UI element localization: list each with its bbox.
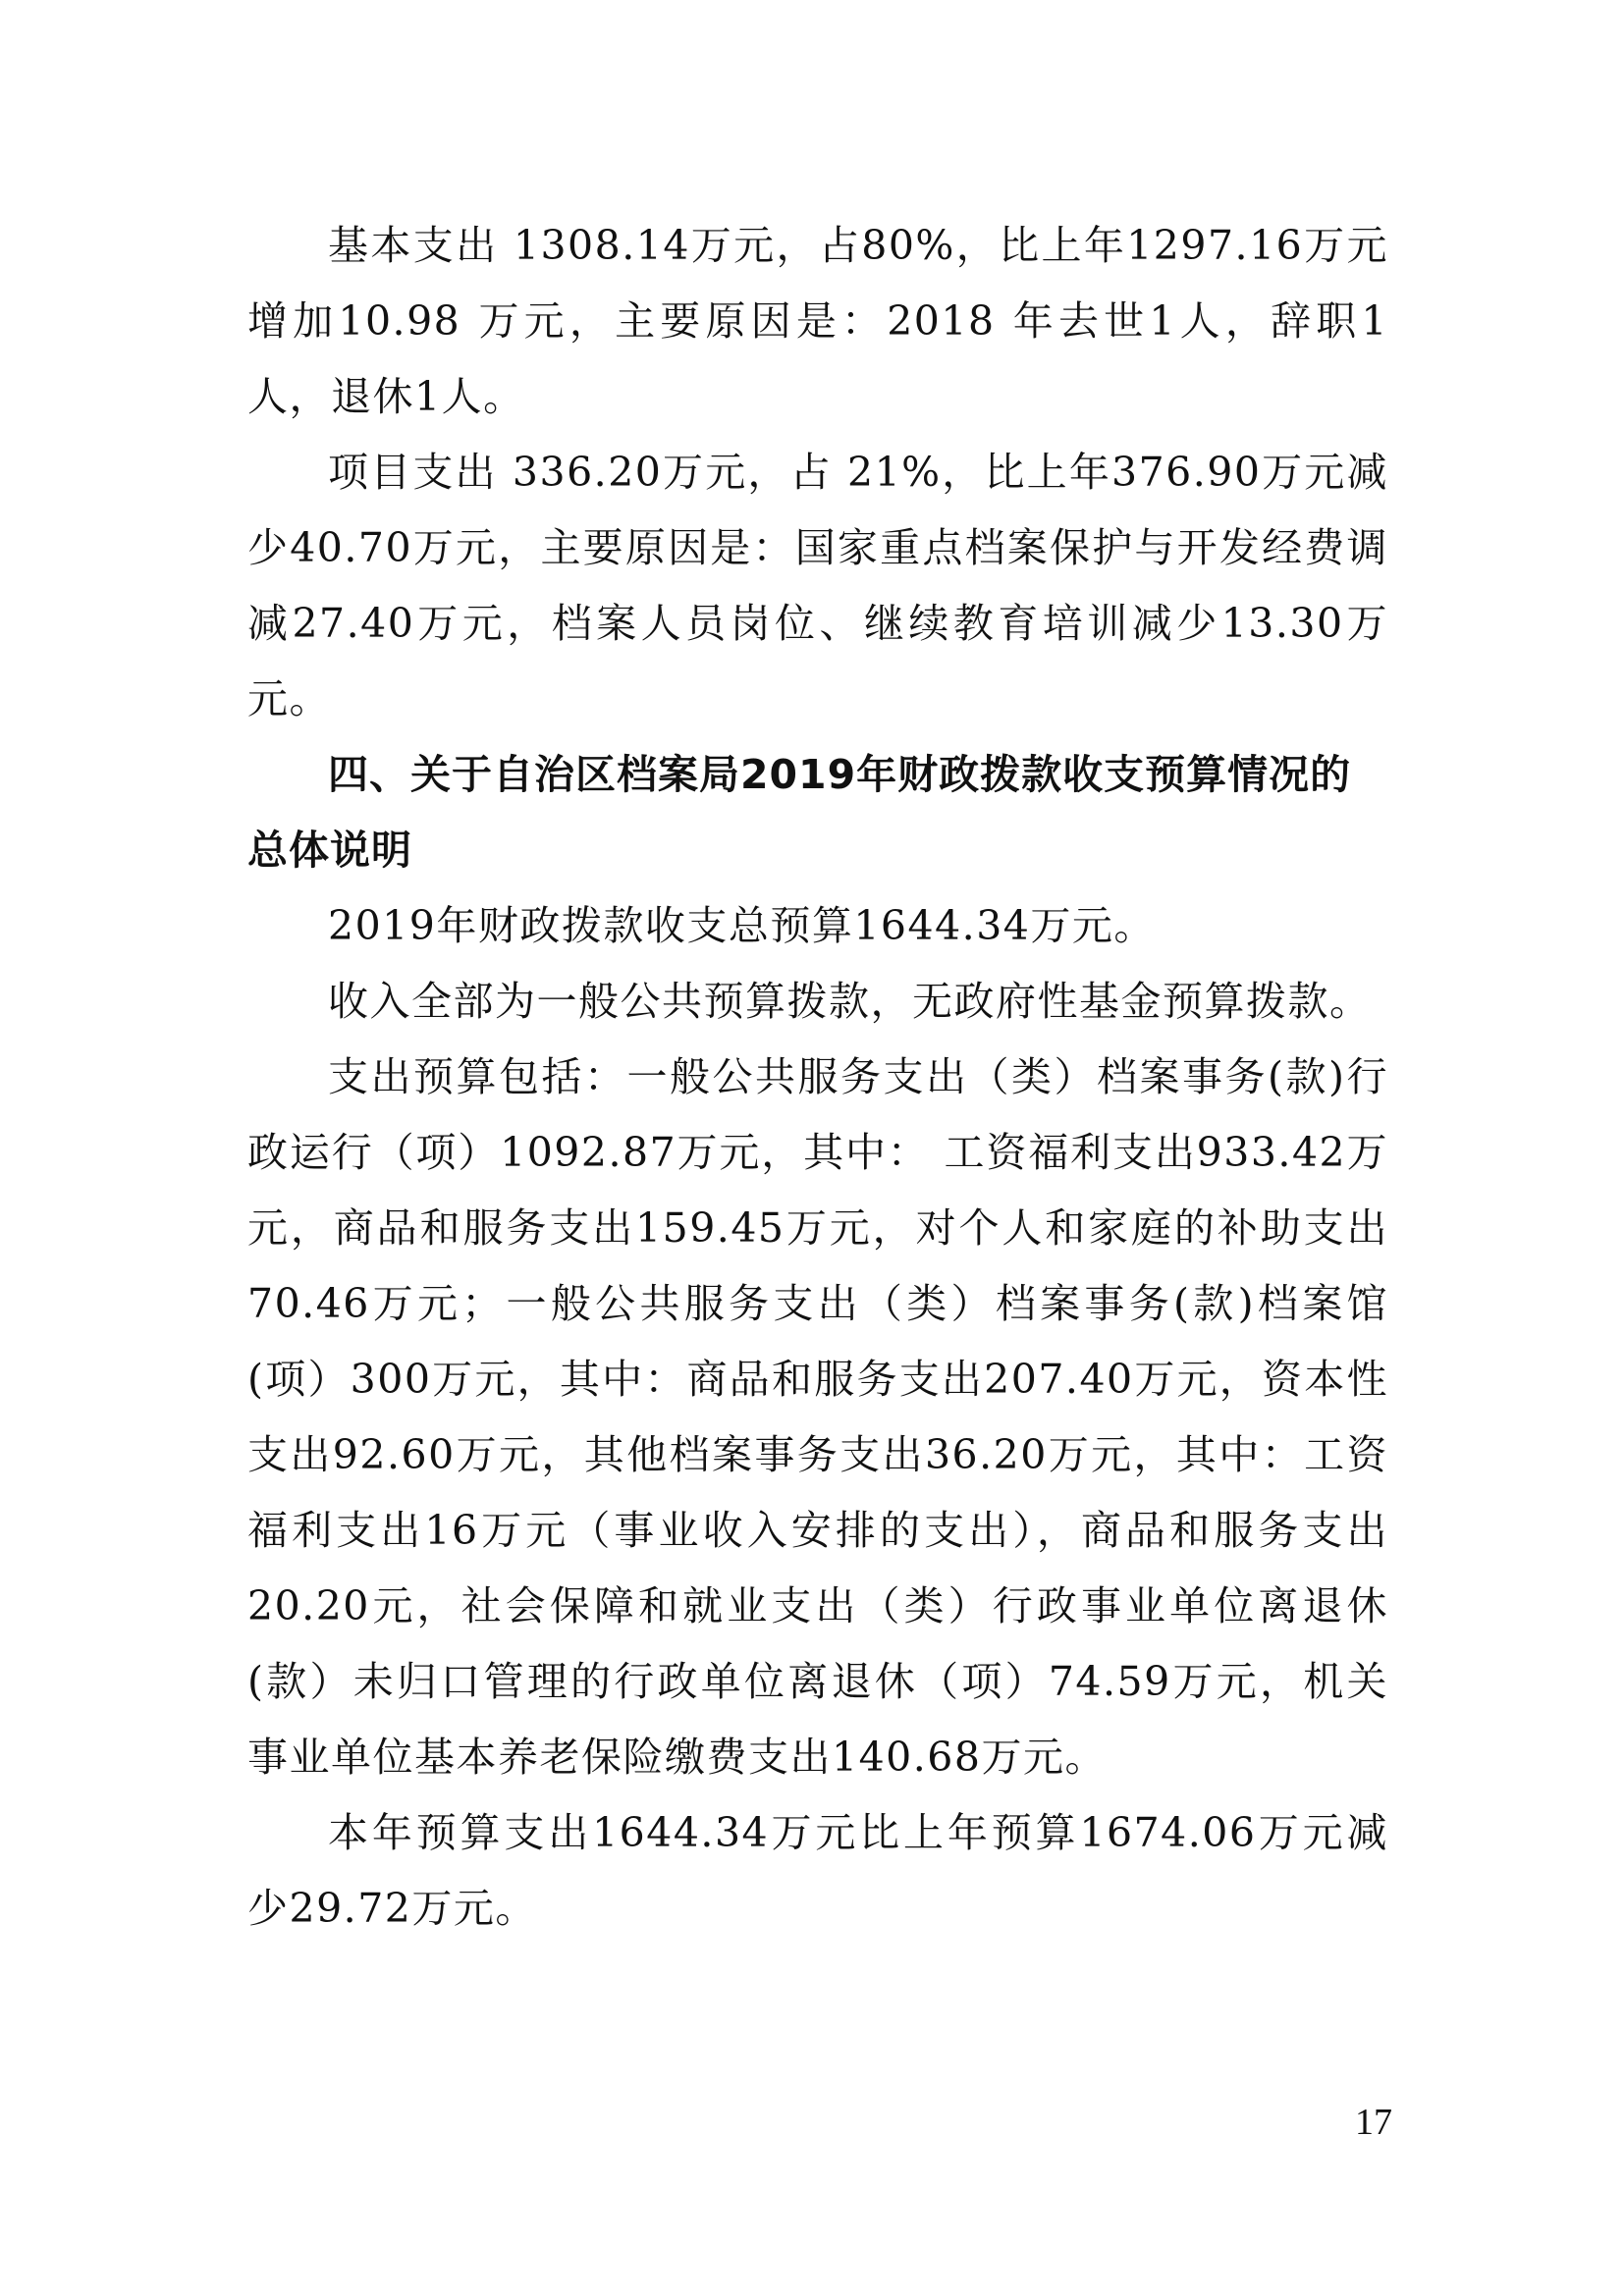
paragraph-budget-comparison: 本年预算支出1644.34万元比上年预算1674.06万元减少29.72万元。	[247, 1809, 1388, 1932]
paragraph-income: 收入全部为一般公共预算拨款，无政府性基金预算拨款。	[328, 978, 1372, 1025]
document-body	[247, 208, 1388, 1947]
page-number: 17	[1355, 2102, 1392, 2143]
paragraph-expenditure-detail: 支出预算包括：一般公共服务支出（类）档案事务(款)行政运行（项）1092.87万元，其中： 工资福利支出933.42万元，商品和服务支出159.45万元，对个人和家庭的补助支出70.46万元；一般公共服务支出（类）档案事务(款)档案馆(项）300万元，其中：商品和服务支出207.40万元，资本性支出92.60万元，其他档案事务支出36.20万元，其中：工资福利支出16万元（事业收入安排的支出），商品和服务支出20.20元，社会保障和就业支出（类）行政事业单位离退休(款）未归口管理的行政单位离退休（项）74.59万元，机关事业单位基本养老保险缴费支出140.68万元。	[247, 1053, 1388, 1781]
paragraph-project-expenditure: 项目支出 336.20万元，占 21%，比上年376.90万元减少40.70万元，主要原因是：国家重点档案保护与开发经费调减27.40万元，档案人员岗位、继续教育培训减少13.30万元。	[247, 449, 1388, 722]
section-heading: 四、关于自治区档案局2019年财政拨款收支预算情况的总体说明	[247, 751, 1352, 874]
paragraph-basic-expenditure: 基本支出 1308.14万元，占80%，比上年1297.16万元增加10.98 万元，主要原因是：2018 年去世1人，辞职1人，退休1人。	[247, 222, 1388, 420]
paragraph-total-budget: 2019年财政拨款收支总预算1644.34万元。	[328, 902, 1156, 949]
